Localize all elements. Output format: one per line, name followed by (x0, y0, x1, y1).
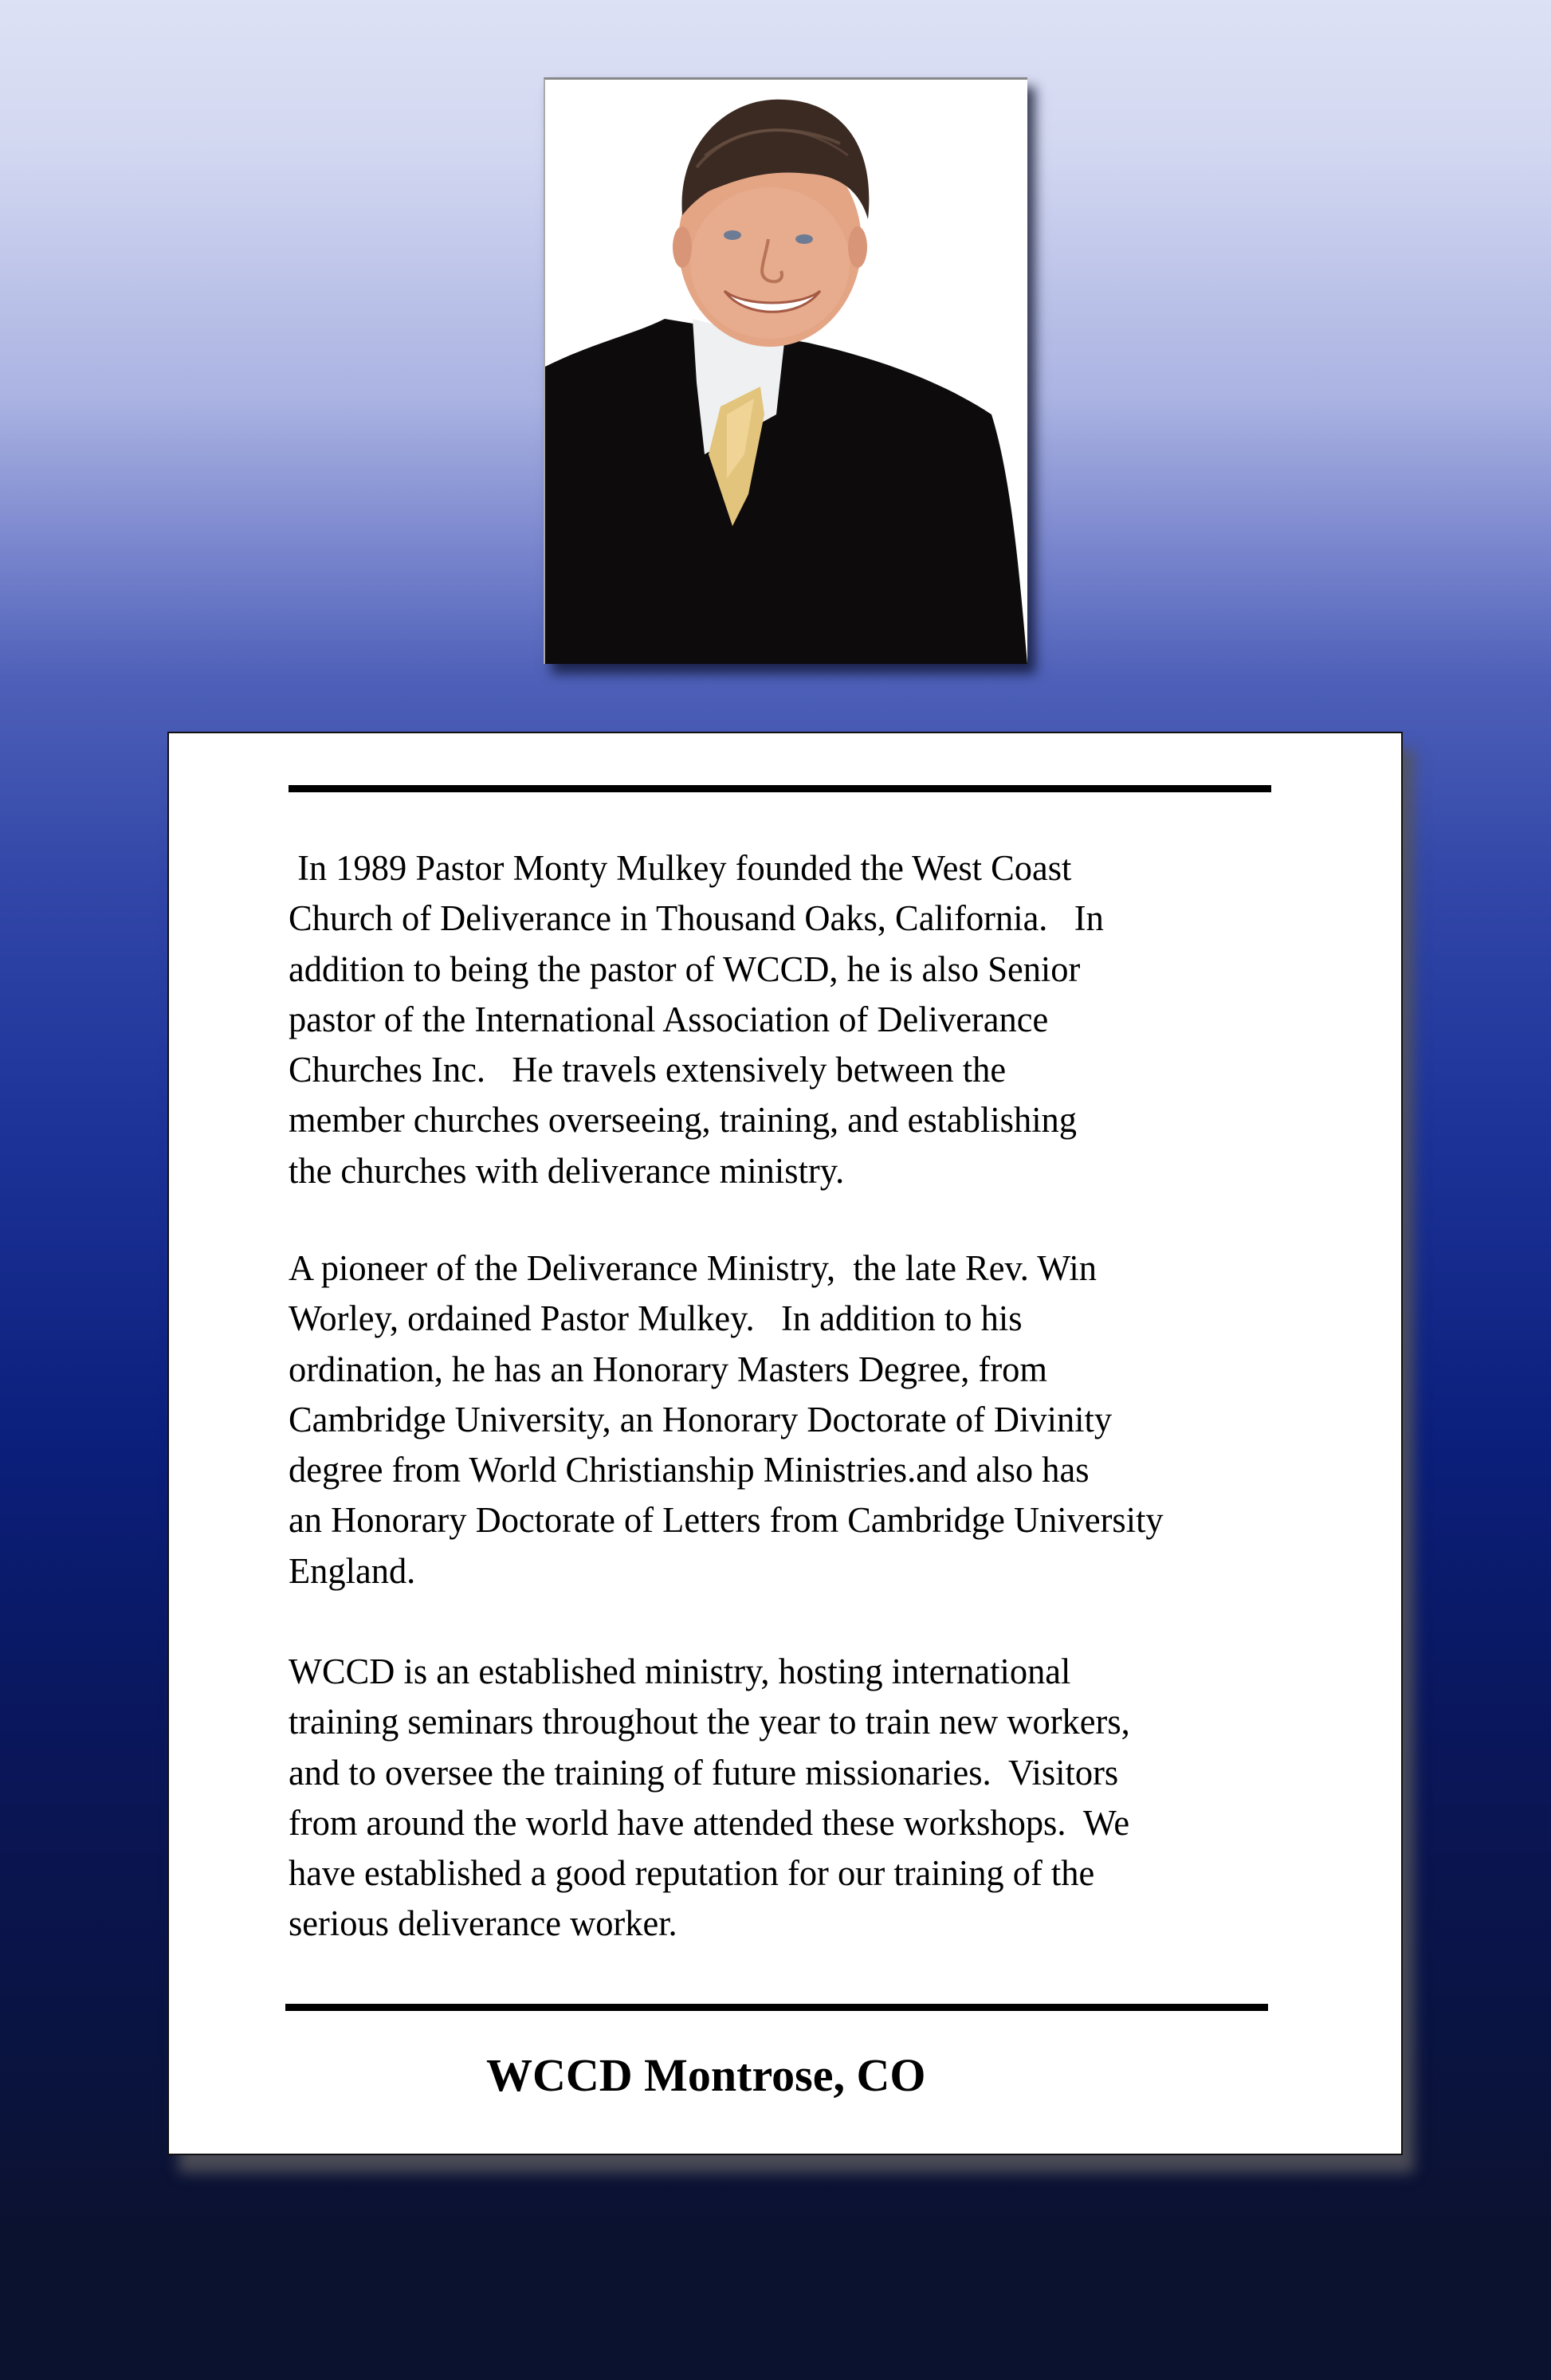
text-line: Cambridge University, an Honorary Doctorate of Divinity (289, 1399, 1113, 1439)
text-line: WCCD is an established ministry, hosting international (289, 1651, 1071, 1691)
portrait-photo (544, 77, 1027, 664)
bio-paragraph-credentials (289, 1243, 1293, 1596)
text-line: an Honorary Doctorate of Letters from Cambridge University (289, 1500, 1164, 1541)
text-line: from around the world have attended these workshops. We (289, 1802, 1130, 1843)
text-line: In 1989 Pastor Monty Mulkey founded the West Coast (289, 848, 1072, 888)
bottom-divider (285, 2004, 1268, 2011)
pastor-portrait-icon (545, 80, 1027, 664)
text-line: Worley, ordained Pastor Mulkey. In addition to his (289, 1298, 1023, 1339)
text-line: pastor of the International Association of Deliverance (289, 999, 1049, 1039)
text-line: addition to being the pastor of WCCD, he is also Senior (289, 948, 1081, 989)
text-line: degree from World Christianship Ministries.and also has (289, 1450, 1090, 1490)
text-line: and to oversee the training of future missionaries. Visitors (289, 1752, 1119, 1793)
text-line: serious deliverance worker. (289, 1903, 677, 1944)
top-divider (289, 785, 1271, 792)
text-line: England. (289, 1550, 416, 1591)
text-line: member churches overseeing, training, and establishing (289, 1100, 1078, 1141)
text-line: A pioneer of the Deliverance Ministry, the late Rev. Win (289, 1248, 1097, 1288)
text-line: Churches Inc. He travels extensively between the (289, 1050, 1007, 1090)
bio-paragraph-founding (289, 843, 1293, 1196)
text-line: ordination, he has an Honorary Masters Degree, from (289, 1349, 1047, 1389)
bio-paragraph-ministry (289, 1647, 1293, 1950)
text-line: Church of Deliverance in Thousand Oaks, California. In (289, 898, 1104, 939)
text-line: the churches with deliverance ministry. (289, 1150, 845, 1191)
text-line: training seminars throughout the year to train new workers, (289, 1702, 1130, 1742)
text-line: have established a good reputation for our training of the (289, 1853, 1095, 1894)
bio-card (167, 732, 1403, 2155)
footer-location-title: WCCD Montrose, CO (486, 2049, 926, 2101)
